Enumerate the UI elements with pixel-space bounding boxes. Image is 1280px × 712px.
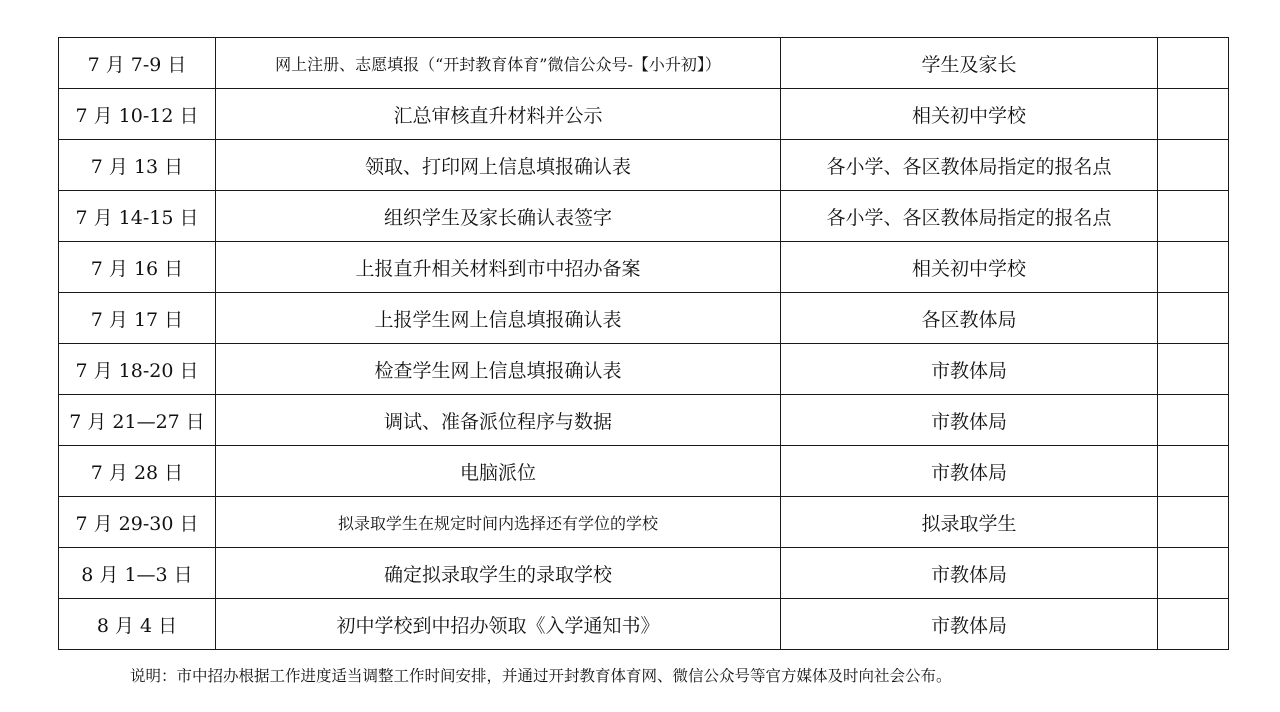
- owner-cell: 拟录取学生: [781, 497, 1158, 548]
- note-cell: [1158, 242, 1229, 293]
- owner-cell: 市教体局: [781, 446, 1158, 497]
- note-cell: [1158, 38, 1229, 89]
- note-cell: [1158, 293, 1229, 344]
- table-row: [59, 140, 1229, 191]
- date-cell: 7 月 29-30 日: [59, 497, 216, 548]
- owner-cell: 相关初中学校: [781, 242, 1158, 293]
- table-row: [59, 38, 1229, 89]
- table-row: [59, 293, 1229, 344]
- footnote-text: 说明：市中招办根据工作进度适当调整工作时间安排，并通过开封教育体育网、微信公众号等官方媒体及时向社会公布。: [130, 667, 952, 685]
- task-cell: 网上注册、志愿填报（“开封教育体育”微信公众号-【小升初】）: [216, 38, 781, 89]
- owner-cell: 各区教体局: [781, 293, 1158, 344]
- table-row: [59, 89, 1229, 140]
- table-row: [59, 395, 1229, 446]
- note-cell: [1158, 344, 1229, 395]
- date-cell: 7 月 28 日: [59, 446, 216, 497]
- task-cell: 确定拟录取学生的录取学校: [216, 548, 781, 599]
- task-cell: 检查学生网上信息填报确认表: [216, 344, 781, 395]
- task-cell: 组织学生及家长确认表签字: [216, 191, 781, 242]
- owner-cell: 市教体局: [781, 599, 1158, 650]
- table-row: [59, 344, 1229, 395]
- date-cell: 8 月 1—3 日: [59, 548, 216, 599]
- schedule-table: [58, 37, 1229, 650]
- table-row: [59, 191, 1229, 242]
- date-cell: 7 月 16 日: [59, 242, 216, 293]
- note-cell: [1158, 89, 1229, 140]
- date-cell: 7 月 7-9 日: [59, 38, 216, 89]
- date-cell: 8 月 4 日: [59, 599, 216, 650]
- date-cell: 7 月 21—27 日: [59, 395, 216, 446]
- table-row: [59, 599, 1229, 650]
- table-row: [59, 548, 1229, 599]
- note-cell: [1158, 191, 1229, 242]
- table-row: [59, 242, 1229, 293]
- owner-cell: 市教体局: [781, 548, 1158, 599]
- owner-cell: 各小学、各区教体局指定的报名点: [781, 191, 1158, 242]
- owner-cell: 市教体局: [781, 395, 1158, 446]
- date-cell: 7 月 18-20 日: [59, 344, 216, 395]
- note-cell: [1158, 497, 1229, 548]
- owner-cell: 学生及家长: [781, 38, 1158, 89]
- table-row: [59, 446, 1229, 497]
- task-cell: 初中学校到中招办领取《入学通知书》: [216, 599, 781, 650]
- note-cell: [1158, 140, 1229, 191]
- task-cell: 上报直升相关材料到市中招办备案: [216, 242, 781, 293]
- task-cell: 电脑派位: [216, 446, 781, 497]
- date-cell: 7 月 10-12 日: [59, 89, 216, 140]
- owner-cell: 各小学、各区教体局指定的报名点: [781, 140, 1158, 191]
- task-cell: 汇总审核直升材料并公示: [216, 89, 781, 140]
- note-cell: [1158, 395, 1229, 446]
- task-cell: 调试、准备派位程序与数据: [216, 395, 781, 446]
- task-cell: 拟录取学生在规定时间内选择还有学位的学校: [216, 497, 781, 548]
- task-cell: 领取、打印网上信息填报确认表: [216, 140, 781, 191]
- date-cell: 7 月 14-15 日: [59, 191, 216, 242]
- table-row: [59, 497, 1229, 548]
- owner-cell: 相关初中学校: [781, 89, 1158, 140]
- owner-cell: 市教体局: [781, 344, 1158, 395]
- date-cell: 7 月 17 日: [59, 293, 216, 344]
- note-cell: [1158, 446, 1229, 497]
- task-cell: 上报学生网上信息填报确认表: [216, 293, 781, 344]
- note-cell: [1158, 548, 1229, 599]
- date-cell: 7 月 13 日: [59, 140, 216, 191]
- note-cell: [1158, 599, 1229, 650]
